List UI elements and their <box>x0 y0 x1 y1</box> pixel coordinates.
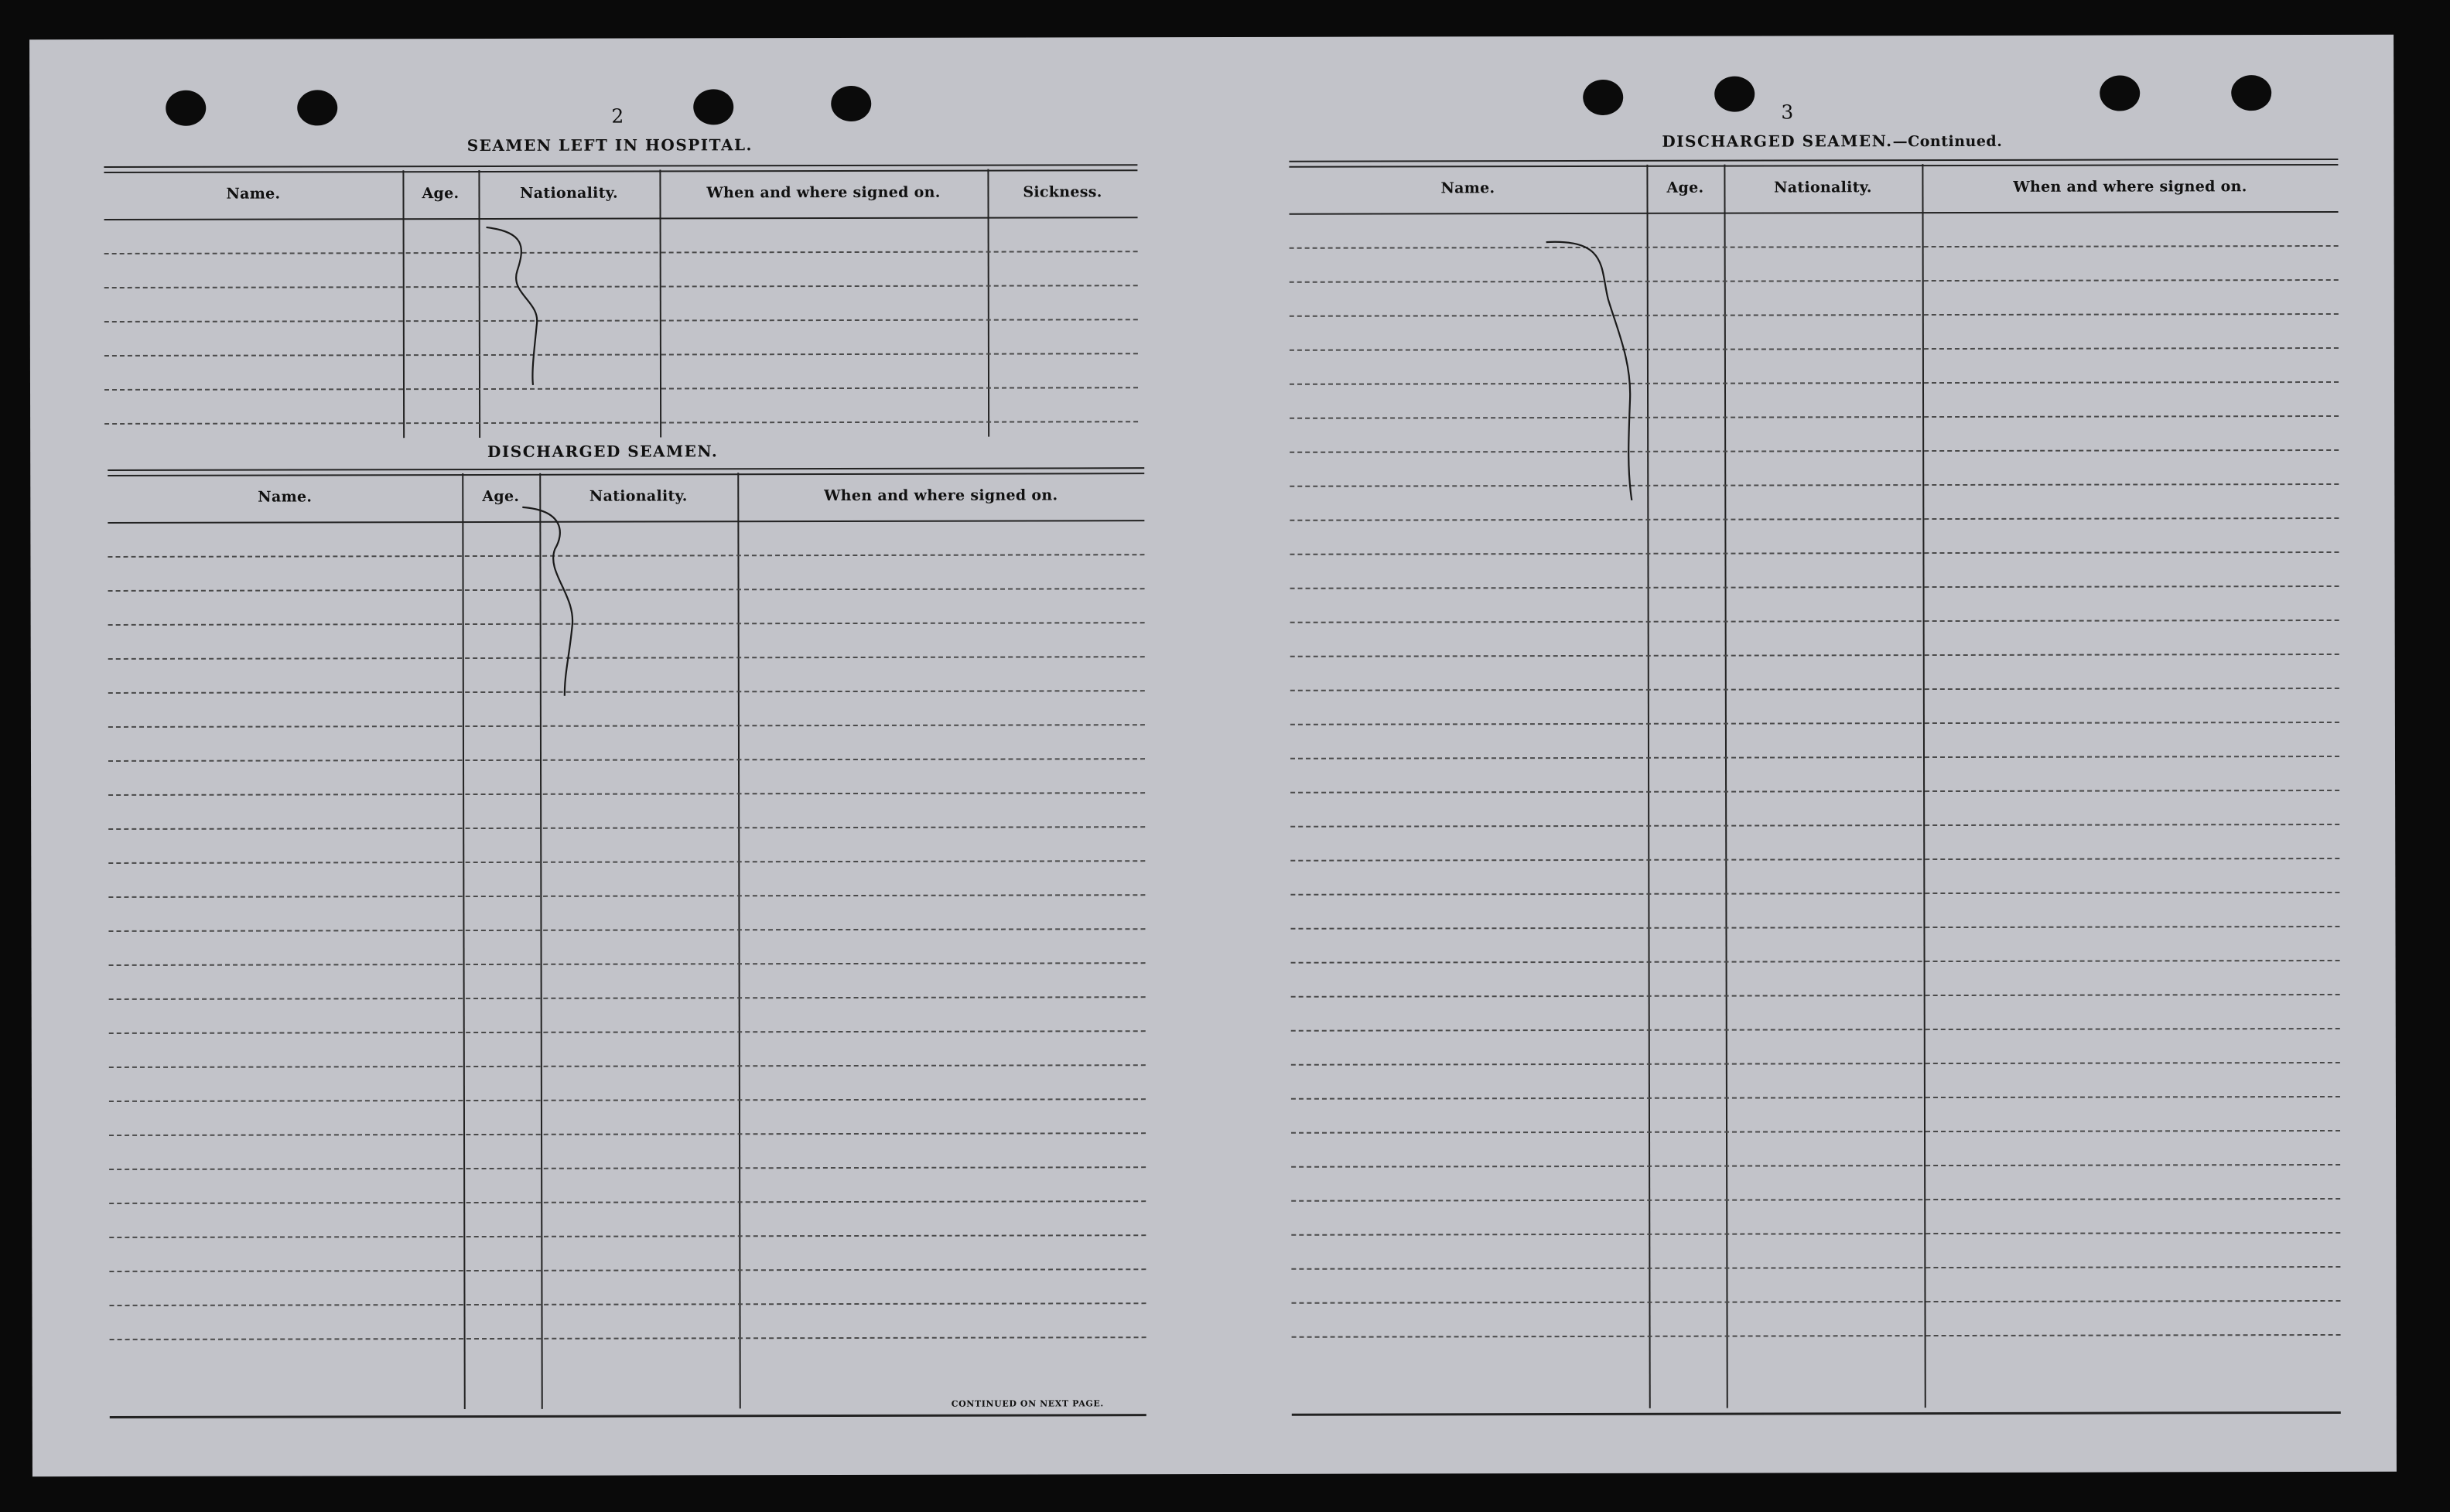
pen-mark <box>29 35 2397 1476</box>
page-number: 3 <box>1781 101 1794 124</box>
column-header-sickness: Sickness. <box>1023 183 1102 201</box>
hospital-section-title: SEAMEN LEFT IN HOSPITAL. <box>466 135 753 155</box>
column-header-age: Age. <box>422 185 460 203</box>
column-header-age: Age. <box>1666 179 1704 196</box>
title-main: DISCHARGED SEAMEN. <box>1662 131 1893 151</box>
column-header-nationality: Nationality. <box>1774 179 1872 196</box>
column-header-when-where: When and where signed on. <box>2013 178 2247 196</box>
discharged-section-title: DISCHARGED SEAMEN. <box>487 442 719 461</box>
column-header-name: Name. <box>258 488 313 506</box>
page-number: 2 <box>611 104 624 128</box>
column-header-nationality: Nationality. <box>520 184 618 202</box>
column-header-nationality: Nationality. <box>589 487 688 505</box>
column-header-when-where: When and where signed on. <box>824 486 1058 505</box>
continued-footer: CONTINUED ON NEXT PAGE. <box>951 1398 1104 1409</box>
column-header-name: Name. <box>1440 179 1495 197</box>
column-header-when-where: When and where signed on. <box>706 183 941 202</box>
title-continued: —Continued. <box>1892 132 2003 151</box>
column-header-age: Age. <box>482 487 520 505</box>
register-sheet <box>29 35 2397 1476</box>
column-header-name: Name. <box>226 185 281 203</box>
